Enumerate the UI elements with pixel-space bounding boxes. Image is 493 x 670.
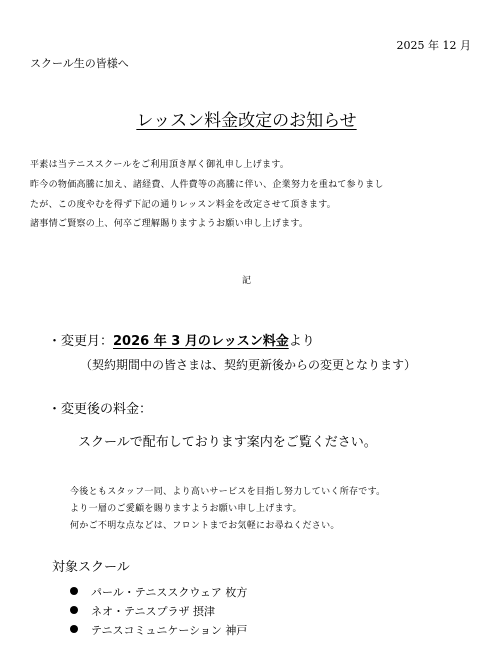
document-title [0,106,493,131]
school-name: テニスコミュニケーション 神戸 [91,624,248,637]
contract-note: （契約期間中の皆さまは、契約更新後からの変更となります） [80,358,417,372]
body-line-1: 平素は当テニススクールをご利用頂き厚く御礼申し上げます。 [30,160,290,170]
school-name: パール・テニススクウェア 枚方 [91,586,248,599]
ki-heading: 記 [241,276,251,286]
change-month-prefix: ・変更月： [48,334,114,349]
document-title-text: レッスン料金改定のお知らせ [136,111,357,131]
bullet-icon [70,625,78,633]
school-list-item [70,603,215,619]
distribution-note: スクールで配布しております案内をご覧ください。 [78,435,377,450]
closing-line-3: 何かご不明な点などは、フロントまでお気軽にお尋ねください。 [70,521,340,531]
body-line-3: たが、この度やむを得ず下記の通りレッスン料金を改定させて頂きます。 [30,200,337,210]
school-name: ネオ・テニスプラザ 摂津 [91,605,216,618]
after-price-label: ・変更後の料金： [48,402,153,417]
target-schools-heading: 対象スクール [52,560,130,575]
closing-line-1: 今後ともスタッフ一同、より高いサービスを目指し努力していく所存です。 [70,487,386,497]
closing-line-2: より一層のご愛顧を賜りますようお願い申し上げます。 [70,504,302,514]
change-month-date: 2026 年 3 月のレッスン料金 [113,334,289,349]
school-list-item [70,622,247,638]
change-month-suffix: より [288,334,315,349]
body-line-2: 昨今の物価高騰に加え、諸経費、人件費等の高騰に伴い、企業努力を重ねて参りまし [30,180,384,190]
change-month-line [48,330,315,349]
bullet-icon [70,587,78,595]
school-list-item [70,584,247,600]
issue-date: 2025 年 12 月 [396,39,471,52]
addressee: スクール生の皆様へ [30,57,129,70]
bullet-icon [70,606,78,614]
body-line-4: 諸事情ご賢察の上、何卒ご理解賜りますようお願い申し上げます。 [30,219,309,229]
